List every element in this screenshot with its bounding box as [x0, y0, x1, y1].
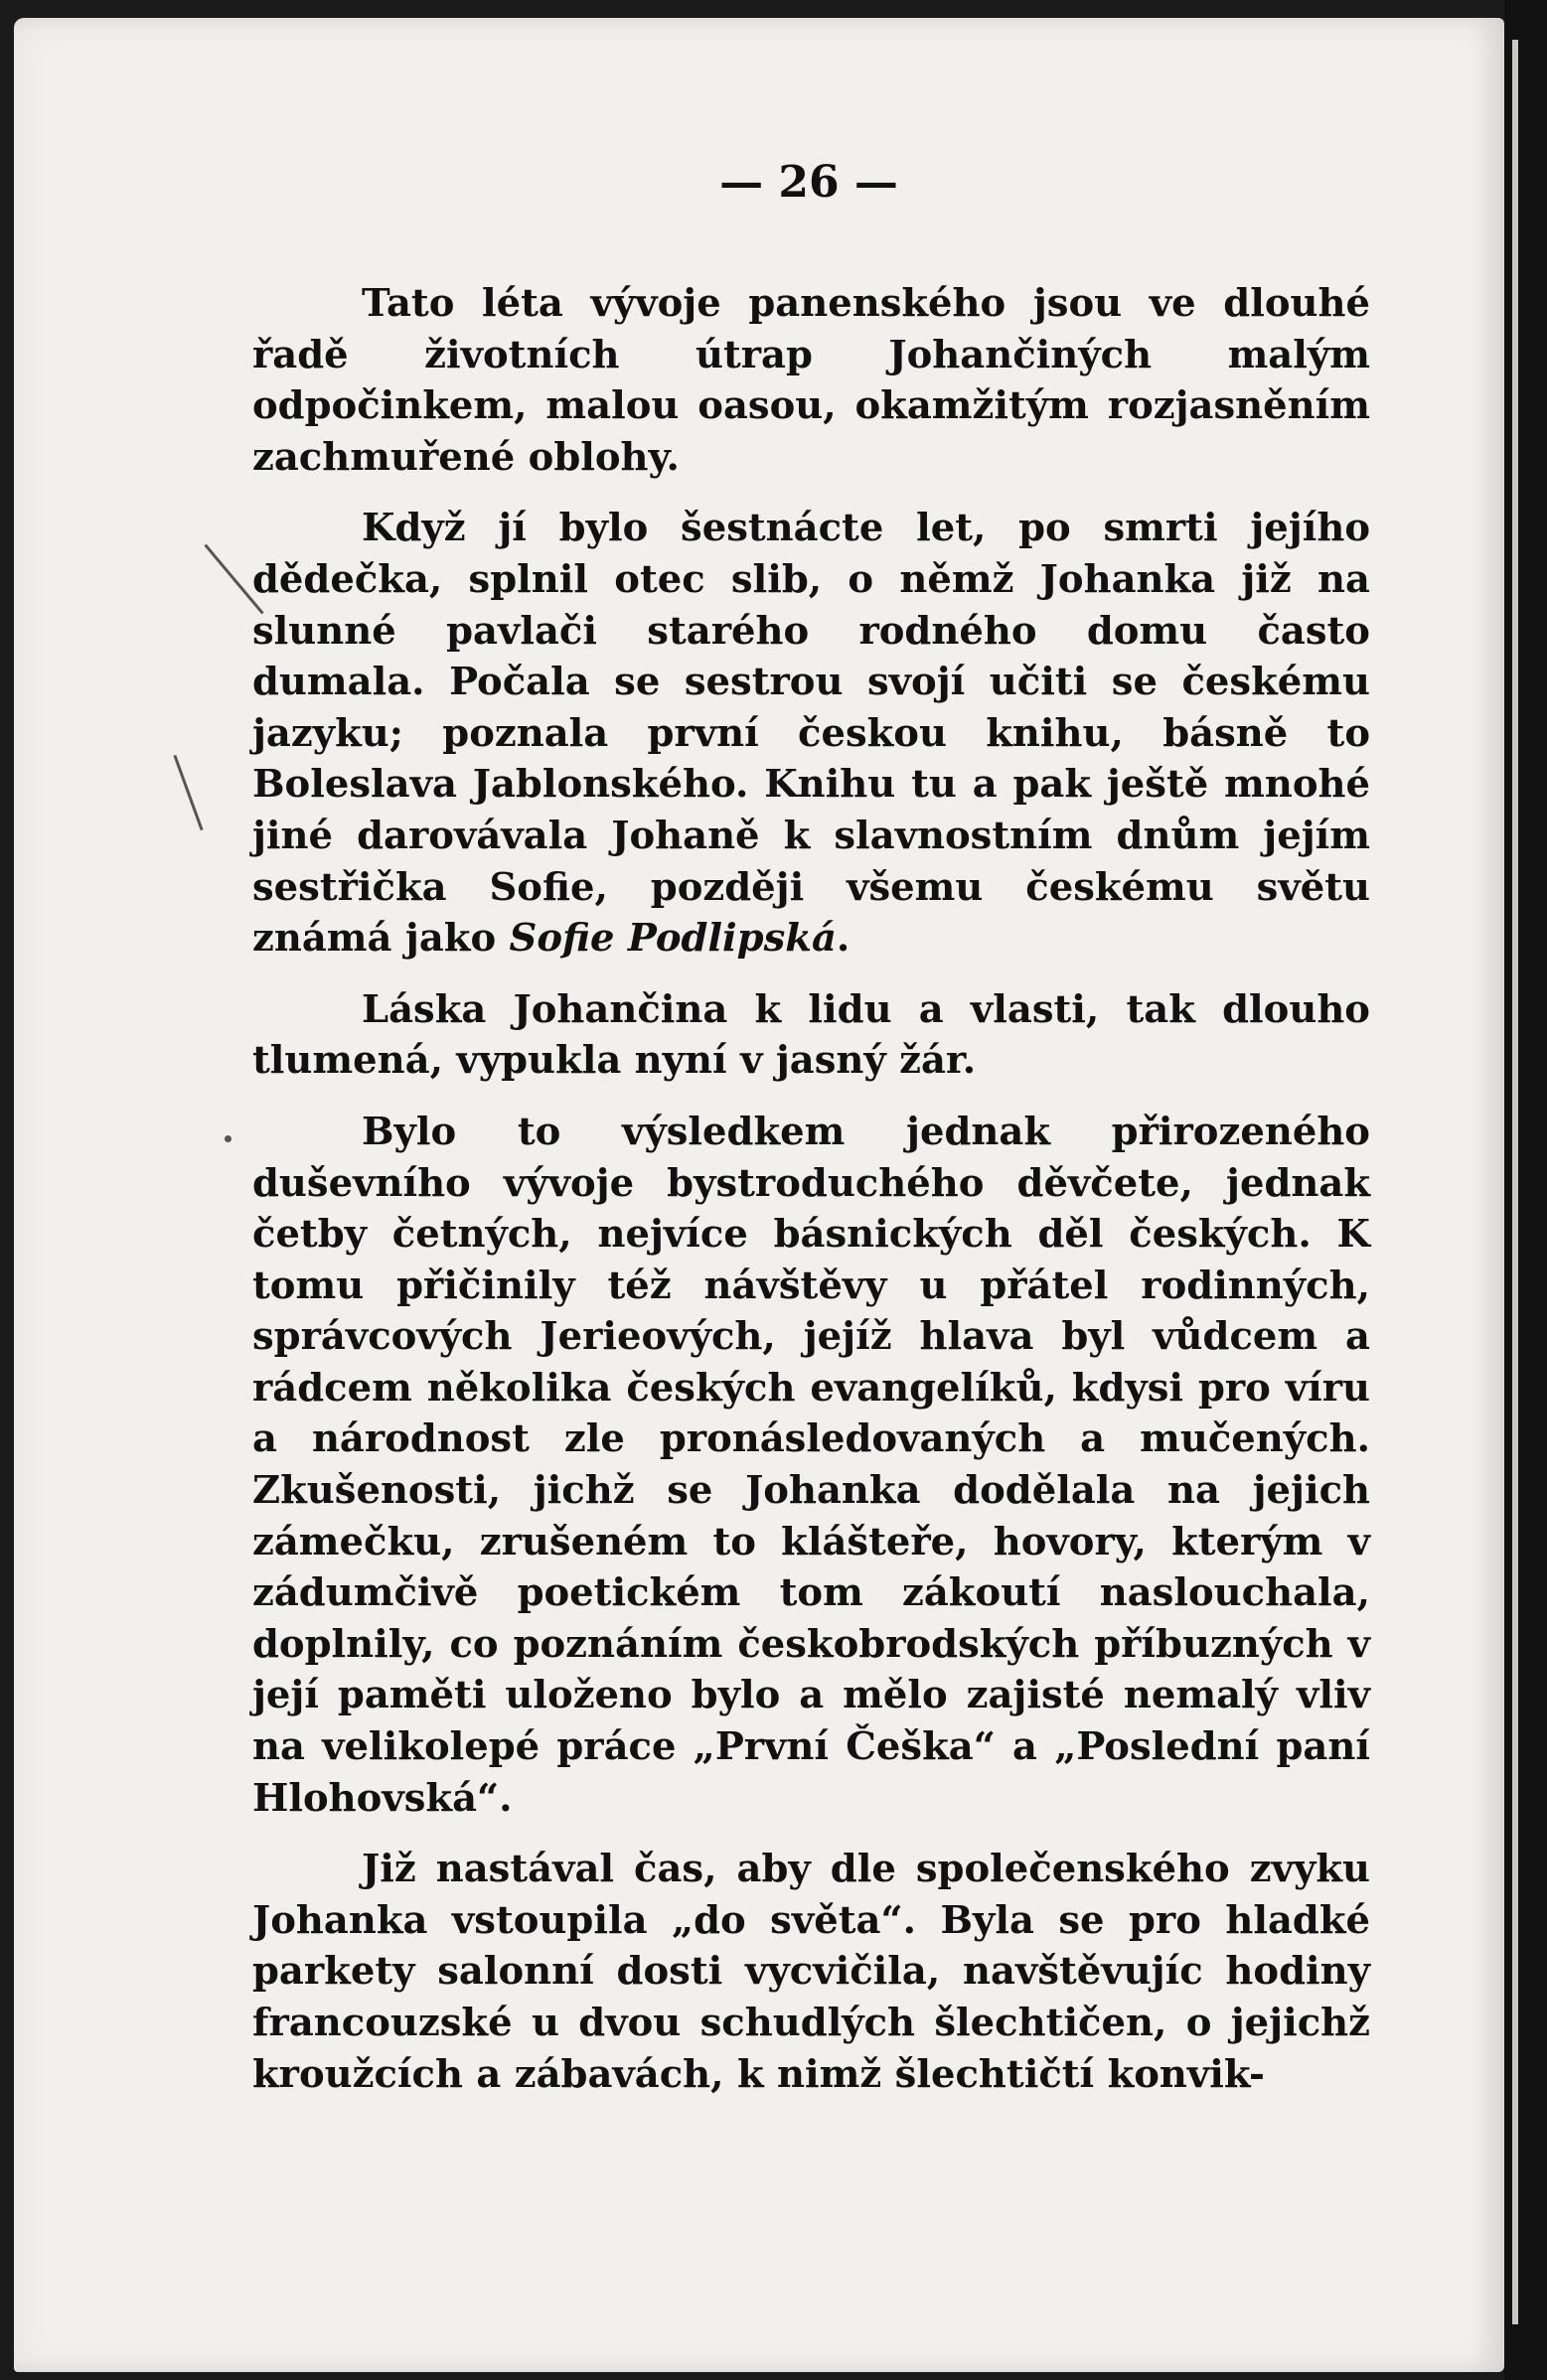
- paragraph-1: Tato léta vývoje panenského jsou ve dlouhé řadě životních útrap Johančiných malým odpočinkem, malou oasou, okamžitým rozjasněním zachmuřené oblohy.: [252, 281, 1370, 480]
- paragraph-2-end: .: [836, 916, 851, 962]
- book-page: [14, 18, 1504, 2372]
- pencil-mark: [173, 755, 203, 830]
- paragraph-5: Již nastával čas, aby dle společenského zvyku Johanka vstoupila „do světa“. Byla se pro hladké parkety salonní dosti vycvičila, navštěvujíc hodiny francouzské u dvou schudlých šlechtičen, o jejichž kroužcích a zábavách, k nimž šlechtičtí konvik-: [252, 1847, 1370, 2097]
- paragraph-4: Bylo to výsledkem jednak přirozeného duševního vývoje bystroduchého děvčete, jednak četby četných, nejvíce básnických děl českých. K tomu přičinily též návštěvy u přátel rodinných, správcových Jerieových, jejíž hlava byl vůdcem a rádcem několika českých evangelíků, kdysi pro víru a národnost zle pronásledovaných a mučených. Zkušenosti, jichž se Johanka dodělala na jejich zámečku, zrušeném to klášteře, hovory, kterým v zádumčivě poetickém tom zákoutí naslouchala, doplnily, co poznáním českobrodských příbuzných v její paměti uloženo bylo a mělo zajisté nemalý vliv na velikolepé práce „První Češka“ a „Poslední paní Hlohovská“.: [252, 1109, 1370, 1821]
- page-edge-line: [1512, 40, 1518, 2324]
- pencil-mark: [225, 1135, 232, 1142]
- paragraph-3: Láska Johančina k lidu a vlasti, tak dlouho tlumená, vypukla nyní v jasný žár.: [252, 986, 1370, 1084]
- page-edge: [1504, 0, 1547, 2380]
- page-number: — 26 —: [719, 157, 898, 208]
- paragraph-2: [252, 503, 1370, 964]
- sofie-podlipska-name: Sofie Podlipská: [509, 916, 837, 962]
- body-text: [252, 278, 1370, 2100]
- paragraph-2-text: Když jí bylo šestnácte let, po smrti jejího dědečka, splnil otec slib, o němž Johanka již na slunné pavlači starého rodného domu často dumala. Počala se sestrou svojí učiti se českému jazyku; poznala první českou knihu, básně to Boleslava Jablonského. Knihu tu a pak ještě mnohé jiné darovávala Johaně k slavnostním dnům jejím sestřička Sofie, později všemu českému světu známá jako: [252, 506, 1370, 962]
